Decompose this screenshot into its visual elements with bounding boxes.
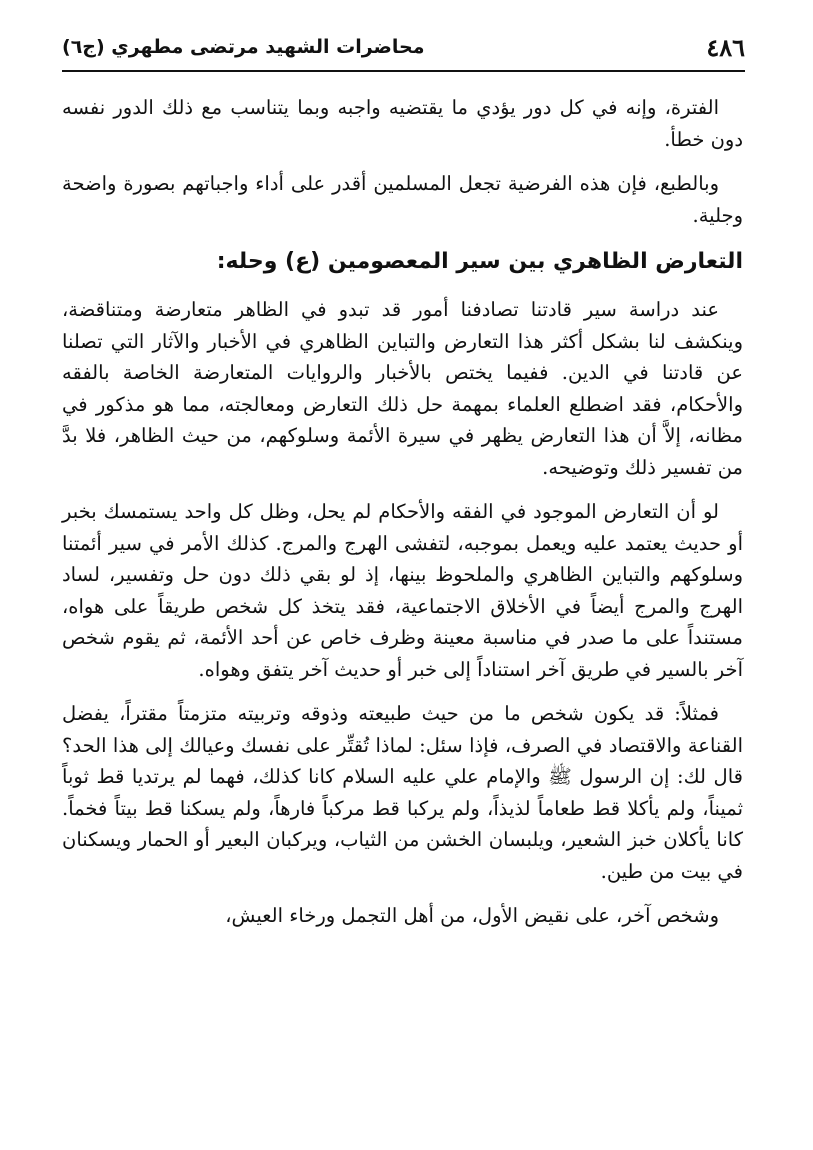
paragraph: لو أن التعارض الموجود في الفقه والأحكام لم يحل، وظل كل واحد يستمسك بخبر أو حديث يعتمد عليه ويعمل بموجبه، لتفشى الهرج والمرج. كذلك الأمر في سير أئمتنا وسلوكهم والتباين الظاهري والملحوظ بينها، إذ لو بقي ذلك دون حل وتفسير، لساد الهرج والمرج أيضاً في الأخلاق الاجتماعية، فقد يتخذ كل شخص طريقاً على هواه، مستنداً على ما صدر في مناسبة معينة وظرف خاص عن أحد الأئمة، ثم يقوم شخص آخر بالسير في طريق آخر استناداً إلى خبر أو حديث آخر يتفق وهواه.	[62, 500, 743, 681]
header-rule	[62, 70, 745, 72]
page-number: ٤٨٦	[706, 32, 745, 62]
paragraph: وبالطبع، فإن هذه الفرضية تجعل المسلمين أقدر على أداء واجباتهم بصورة واضحة وجلية.	[62, 172, 743, 227]
paragraph: وشخص آخر، على نقيض الأول، من أهل التجمل ورخاء العيش،	[225, 904, 719, 927]
body-text	[62, 92, 743, 945]
book-title: محاضرات الشهيد مرتضى مطهري (ج٦)	[62, 36, 425, 58]
paragraph: الفترة، وإنه في كل دور يؤدي ما يقتضيه واجبه وبما يتناسب مع ذلك الدور نفسه دون خطأ.	[62, 96, 743, 151]
paragraph: فمثلاً: قد يكون شخص ما من حيث طبيعته وذوقه وتربيته متزمتاً مقتراً، يفضل القناعة والاقتصاد في الصرف، فإذا سئل: لماذا تُقتِّر على نفسك وعيالك إلى هذا الحد؟ قال لك: إن الرسول ﷺ والإمام علي عليه السلام كانا كذلك، فهما لم يرتديا قط ثوباً ثميناً، ولم يأكلا قط طعاماً لذيذاً، ولم يركبا قط مركباً فارهاً، ولم يسكنا قط بيتاً فخماً. كانا يأكلان خبز الشعير، ويلبسان الخشن من الثياب، ويركبان البعير أو الحمار ويسكنان في بيت من طين.	[62, 702, 743, 883]
paragraph: عند دراسة سير قادتنا تصادفنا أمور قد تبدو في الظاهر متعارضة ومتناقضة، وينكشف لنا بشكل أكثر هذا التعارض والتباين الظاهري في الأخبار والآثار التي تصلنا عن قادتنا في الدين. ففيما يختص بالأخبار والروايات المتعارضة الخاصة بالفقه والأحكام، فقد اضطلع العلماء بمهمة حل ذلك التعارض ومعالجته، مما هو مذكور في مظانه، إلاَّ أن هذا التعارض يظهر في سيرة الأئمة وسلوكهم، من حيث الظاهر، فلا بدَّ من تفسير ذلك وتوضيحه.	[62, 298, 743, 479]
section-heading: التعارض الظاهري بين سير المعصومين (ع) وحله:	[216, 249, 743, 274]
running-header	[62, 30, 745, 64]
